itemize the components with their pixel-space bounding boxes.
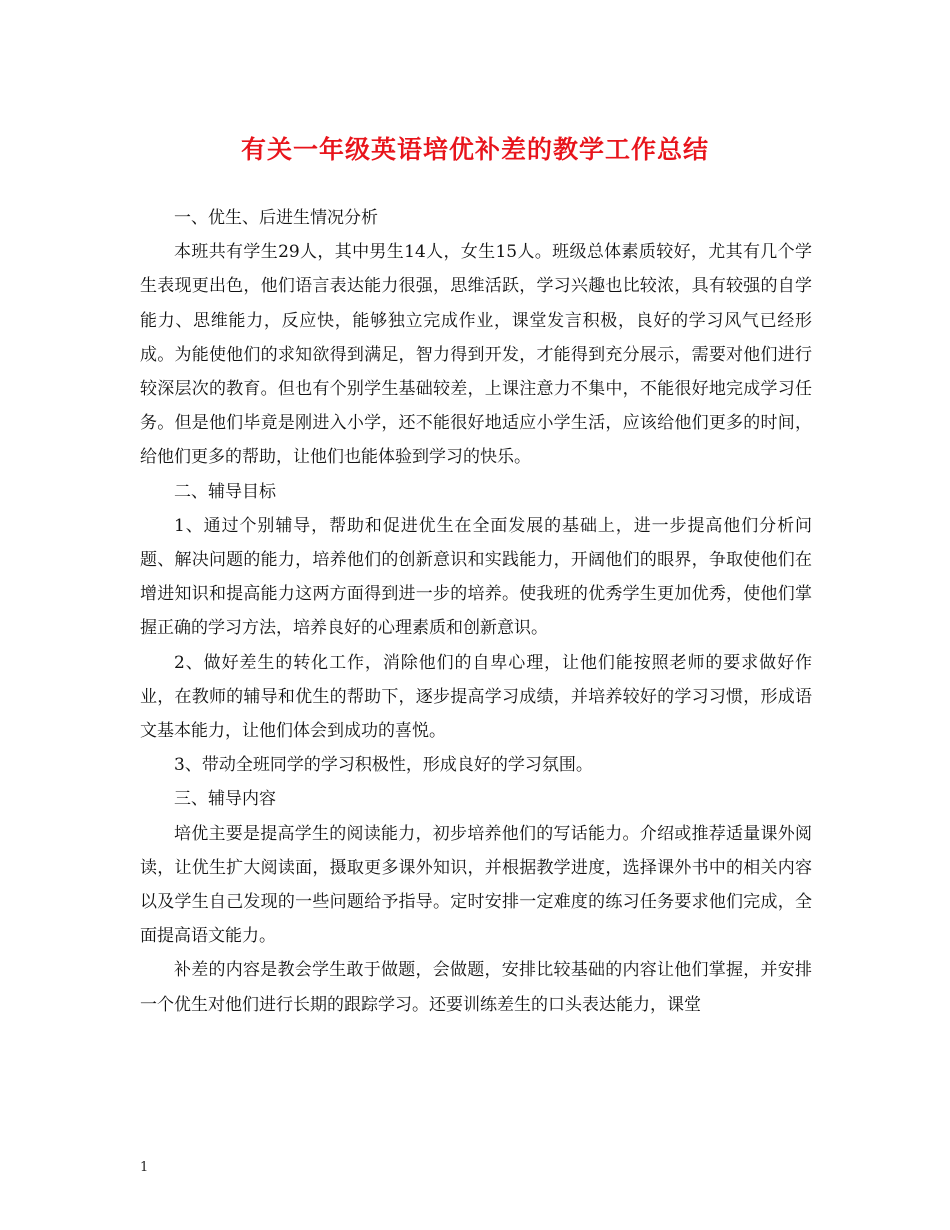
section-heading-2: 二、辅导目标 xyxy=(174,481,276,502)
section-heading-3: 三、辅导内容 xyxy=(174,789,276,810)
paragraph-goal-1: 1、通过个别辅导，帮助和促进优生在全面发展的基础上，进一步提高他们分析问题、解决问题的能力，培养他们的创新意识和实践能力，开阔他们的眼界，争取使他们在增进知识和提高能力这两方面得到进一步的培养。使我班的优秀学生更加优秀，使他们掌握正确的学习方法，培养良好的心理素质和创新意识。 xyxy=(140,515,812,639)
section-heading-1: 一、优生、后进生情况分析 xyxy=(174,208,378,228)
document-body xyxy=(140,201,812,1022)
paragraph-goal-3: 3、带动全班同学的学习积极性，形成良好的学习氛围。 xyxy=(174,755,593,776)
paragraph-goal-2: 2、做好差生的转化工作，消除他们的自卑心理，让他们能按照老师的要求做好作业，在教师的辅导和优生的帮助下，逐步提高学习成绩，并培养较好的学习习惯，形成语文基本能力，让他们体会到成功的喜悦。 xyxy=(140,652,812,742)
page-number: 1 xyxy=(140,1160,149,1175)
paragraph-content-remedial: 补差的内容是教会学生敢于做题，会做题，安排比较基础的内容让他们掌握，并安排一个优生对他们进行长期的跟踪学习。还要训练差生的口头表达能力，课堂 xyxy=(140,960,812,1015)
paragraph-content-advanced: 培优主要是提高学生的阅读能力，初步培养他们的写话能力。介绍或推荐适量课外阅读，让优生扩大阅读面，摄取更多课外知识，并根据教学进度，选择课外书中的相关内容以及学生自己发现的一些问题给予指导。定时安排一定难度的练习任务要求他们完成，全面提高语文能力。 xyxy=(140,823,812,947)
document-title: 有关一年级英语培优补差的教学工作总结 xyxy=(240,135,709,164)
paragraph-class-analysis: 本班共有学生29人，其中男生14人，女生15人。班级总体素质较好，尤其有几个学生表现更出色，他们语言表达能力很强，思维活跃，学习兴趣也比较浓，具有较强的自学能力、思维能力，反应快，能够独立完成作业，课堂发言积极，良好的学习风气已经形成。为能使他们的求知欲得到满足，智力得到开发，才能得到充分展示，需要对他们进行较深层次的教育。但也有个别学生基础较差，上课注意力不集中，不能很好地完成学习任务。但是他们毕竟是刚进入小学，还不能很好地适应小学生活，应该给他们更多的时间，给他们更多的帮助，让他们也能体验到学习的快乐。 xyxy=(140,242,812,468)
